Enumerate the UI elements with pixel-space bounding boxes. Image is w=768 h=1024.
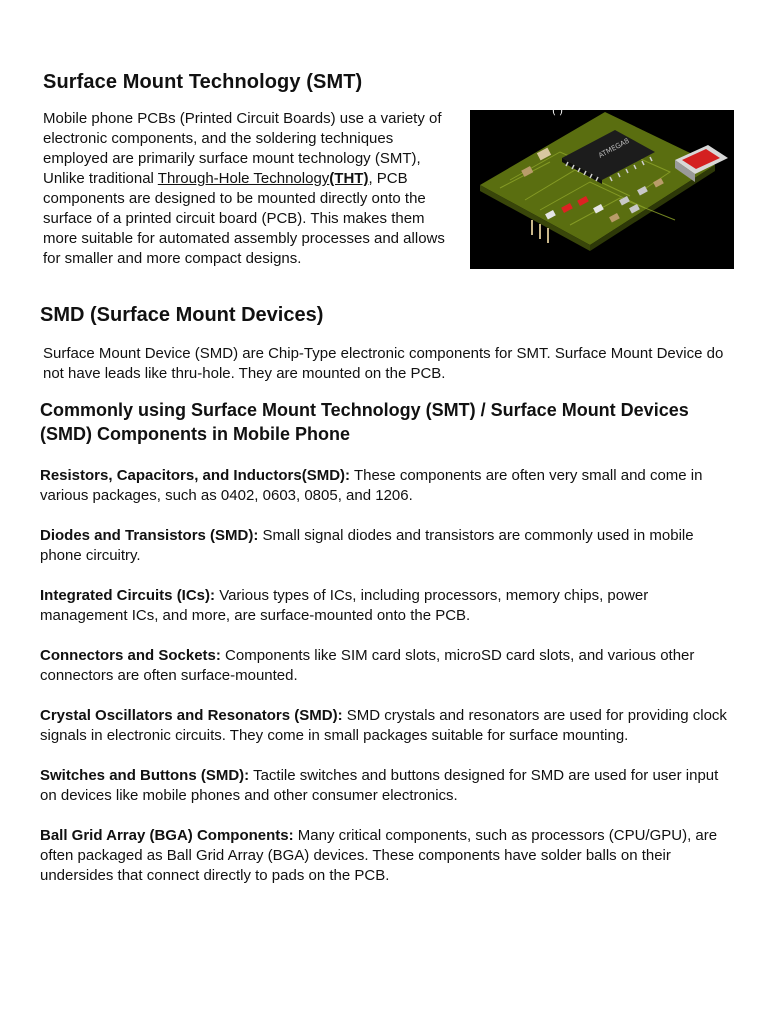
list-item-term: Ball Grid Array (BGA) Components: (40, 827, 294, 844)
tht-link[interactable]: Through-Hole Technology (157, 170, 330, 187)
list-item-text: Components like SIM card slots, microSD card slots, and various other connectors are often surface-mounted. (40, 647, 695, 684)
heading-smd: SMD (Surface Mount Devices) (40, 304, 324, 326)
list-item (40, 466, 730, 506)
intro-text-2: , PCB components are designed to be mounted directly onto the surface of a printed circuit board (PCB). This makes them more suitable for automated assembly processes and allows for smaller and more compact designs. (43, 170, 445, 267)
list-item-term: Crystal Oscillators and Resonators (SMD): (40, 707, 343, 724)
list-item-term: Connectors and Sockets: (40, 647, 221, 664)
list-item-text: Various types of ICs, including processors, memory chips, power management ICs, and more, are surface-mounted onto the PCB. (40, 587, 649, 624)
list-item (40, 706, 730, 746)
list-item-term: Integrated Circuits (ICs): (40, 587, 216, 604)
list-item (40, 526, 730, 566)
list-item-term: Diodes and Transistors (SMD): (40, 527, 259, 544)
list-item (40, 586, 730, 626)
list-item-term: Resistors, Capacitors, and Inductors(SMD): (40, 467, 351, 484)
list-item-text: SMD crystals and resonators are used for providing clock signals in electronic circuits. They come in small packages suitable for surface mounting. (40, 707, 727, 744)
svg-text:ATMEGA8: ATMEGA8 (597, 136, 631, 160)
intro-paragraph (43, 109, 461, 269)
intro-text-1: Mobile phone PCBs (Printed Circuit Boards) use a variety of electronic components, and the soldering techniques employed are primarily surface mount technology (SMT), Unlike traditional (43, 110, 442, 187)
tht-abbrev[interactable]: (THT) (329, 170, 369, 187)
pcb-image (470, 110, 734, 269)
list-item-term: Switches and Buttons (SMD): (40, 767, 250, 784)
smd-description: Surface Mount Device (SMD) are Chip-Type electronic components for SMT. Surface Mount Device do not have leads like thru-hole. They are mounted on the PCB. (43, 345, 724, 382)
component-list (40, 466, 730, 906)
list-item-text: These components are often very small and come in various packages, such as 0402, 0603, 0805, and 1206. (40, 467, 703, 504)
list-item-text: Tactile switches and buttons designed for SMD are used for user input on devices like mobile phones and other consumer electronics. (40, 767, 719, 804)
svg-text:( ): ( ) (552, 110, 563, 117)
list-item-text: Many critical components, such as processors (CPU/GPU), are often packaged as Ball Grid Array (BGA) devices. These components have solder balls on their undersides that connect directly to pads on the PCB. (40, 827, 718, 884)
list-item (40, 646, 730, 686)
list-item-text: Small signal diodes and transistors are commonly used in mobile phone circuitry. (40, 527, 694, 564)
pcb-board-icon (470, 110, 734, 269)
heading-common-components: Commonly using Surface Mount Technology (SMT) / Surface Mount Devices (SMD) Components in Mobile Phone (40, 400, 689, 444)
heading-smt: Surface Mount Technology (SMT) (43, 71, 363, 93)
list-item (40, 826, 730, 886)
list-item (40, 766, 730, 806)
